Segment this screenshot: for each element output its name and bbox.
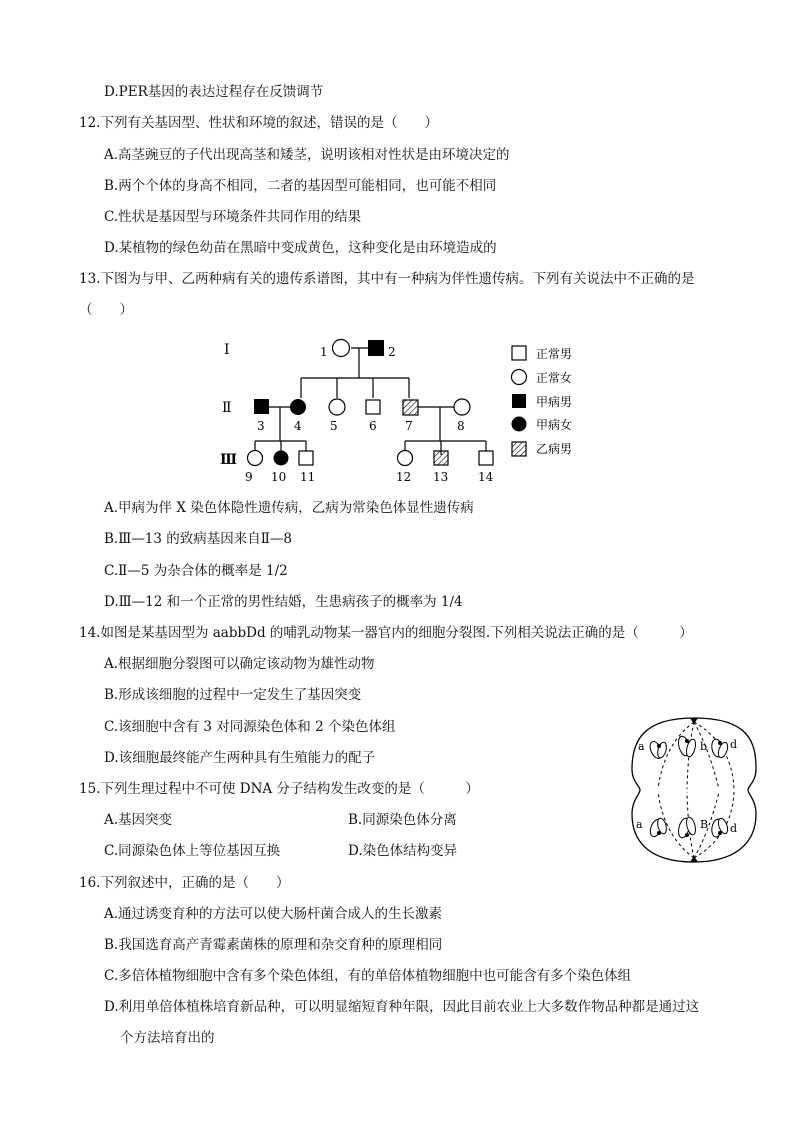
pedigree-individual-5	[329, 399, 345, 415]
id-12: 12	[396, 470, 412, 484]
pedigree-individual-7	[403, 400, 418, 415]
id-14: 14	[478, 470, 494, 484]
id-8: 8	[457, 419, 465, 433]
id-2: 2	[388, 345, 396, 359]
q16-option-d-continued: 个方法培育出的	[120, 1030, 215, 1046]
q13-option-b: B.Ⅲ—13 的致病基因来自Ⅱ—8	[104, 531, 292, 547]
pedigree-individual-3	[254, 399, 269, 414]
id-1: 1	[320, 345, 328, 359]
id-10: 10	[271, 470, 287, 484]
id-13: 13	[433, 470, 449, 484]
pedigree-individual-12	[398, 451, 413, 466]
q13-stem-paren: （ ）	[79, 302, 133, 318]
legend-jia-male: 甲病男	[536, 395, 573, 409]
legend-yi-male: 乙病男	[536, 442, 573, 456]
q15-stem: 15.下列生理过程中不可使 DNA 分子结构发生改变的是（ ）	[79, 781, 479, 797]
cell-label-d-top: d	[730, 738, 738, 751]
q16-stem: 16.下列叙述中，正确的是（ ）	[79, 875, 290, 891]
legend-jia-male-icon	[512, 394, 526, 408]
q16-option-a: A.通过诱变育种的方法可以使大肠杆菌合成人的生长激素	[104, 906, 443, 922]
gen-label-1: Ⅰ	[224, 342, 230, 358]
q15-option-d: D.染色体结构变异	[348, 843, 458, 859]
id-9: 9	[245, 470, 253, 484]
pedigree-diagram	[210, 330, 590, 490]
q12-option-c: C.性状是基因型与环境条件共同作用的结果	[104, 209, 362, 225]
pedigree-individual-8	[454, 399, 470, 415]
q14-option-c: C.该细胞中含有 3 对同源染色体和 2 个染色体组	[104, 719, 396, 735]
q13-stem: 13.下图为与甲、乙两种病有关的遗传系谱图，其中有一种病为伴性遗传病。下列有关说法中不正确的是	[79, 271, 695, 287]
gen-label-2: Ⅱ	[222, 400, 232, 416]
q13-option-d: D.Ⅲ—12 和一个正常的男性结婚，生患病孩子的概率为 1/4	[104, 594, 463, 610]
q13-option-c: C.Ⅱ—5 为杂合体的概率是 1/2	[104, 563, 288, 579]
legend-normal-female: 正常女	[536, 371, 573, 385]
pedigree-individual-11	[299, 451, 313, 465]
gen-label-3: Ⅲ	[220, 452, 238, 468]
q12-stem: 12.下列有关基因型、性状和环境的叙述，错误的是（ ）	[79, 115, 438, 131]
pedigree-individual-9	[248, 451, 263, 466]
pedigree-individual-6	[366, 400, 380, 414]
pedigree-individual-14	[479, 451, 493, 465]
pedigree-individual-10	[274, 451, 289, 466]
q16-option-c: C.多倍体植物细胞中含有多个染色体组，有的单倍体植物细胞中也可能含有多个染色体组	[104, 968, 632, 984]
pedigree-individual-2	[368, 340, 384, 356]
legend-normal-male: 正常男	[536, 347, 573, 361]
q14-stem: 14.如图是某基因型为 aabbDd 的哺乳动物某一器官内的细胞分裂图.下列相关说法正确的是（ ）	[79, 625, 693, 641]
id-4: 4	[294, 419, 302, 433]
id-6: 6	[369, 419, 377, 433]
q16-option-b: B.我国选育高产青霉素菌株的原理和杂交育种的原理相同	[104, 937, 443, 953]
pedigree-individual-13	[434, 451, 448, 465]
id-3: 3	[257, 419, 265, 433]
q11-option-d: D.PER基因的表达过程存在反馈调节	[104, 84, 324, 100]
cell-label-a-top: a	[638, 740, 645, 753]
id-7: 7	[405, 419, 413, 433]
id-5: 5	[330, 419, 338, 433]
id-11: 11	[300, 470, 316, 484]
q15-option-b: B.同源染色体分离	[348, 812, 457, 828]
legend-yi-male-icon	[512, 442, 526, 456]
cell-division-diagram	[624, 714, 764, 866]
q16-option-d: D.利用单倍体植株培育新品种，可以明显缩短育种年限，因此目前农业上大多数作物品种都是通过这	[104, 999, 700, 1015]
q15-option-a: A.基因突变	[104, 812, 173, 828]
q13-option-a: A.甲病为伴 X 染色体隐性遗传病，乙病为常染色体显性遗传病	[104, 500, 474, 516]
cell-label-B-bottom: B	[700, 818, 709, 831]
legend-jia-female: 甲病女	[536, 418, 573, 432]
q14-option-b: B.形成该细胞的过程中一定发生了基因突变	[104, 687, 362, 703]
q14-option-d: D.该细胞最终能产生两种具有生殖能力的配子	[104, 750, 376, 766]
pedigree-individual-1	[333, 340, 350, 357]
q15-option-c: C.同源染色体上等位基因互换	[104, 843, 281, 859]
legend-normal-male-icon	[512, 346, 526, 360]
legend-normal-female-icon	[512, 370, 527, 385]
pedigree-individual-4	[290, 399, 306, 415]
q12-option-a: A.高茎豌豆的子代出现高茎和矮茎，说明该相对性状是由环境决定的	[104, 147, 510, 163]
q12-option-b: B.两个个体的身高不相同，二者的基因型可能相同，也可能不相同	[104, 178, 497, 194]
cell-label-b-top: b	[700, 740, 708, 753]
cell-label-a-bottom: a	[636, 818, 643, 831]
q12-option-d: D.某植物的绿色幼苗在黑暗中变成黄色，这种变化是由环境造成的	[104, 240, 497, 256]
legend-jia-female-icon	[512, 417, 527, 432]
cell-label-d-bottom: d	[730, 822, 738, 835]
q14-option-a: A.根据细胞分裂图可以确定该动物为雄性动物	[104, 656, 375, 672]
